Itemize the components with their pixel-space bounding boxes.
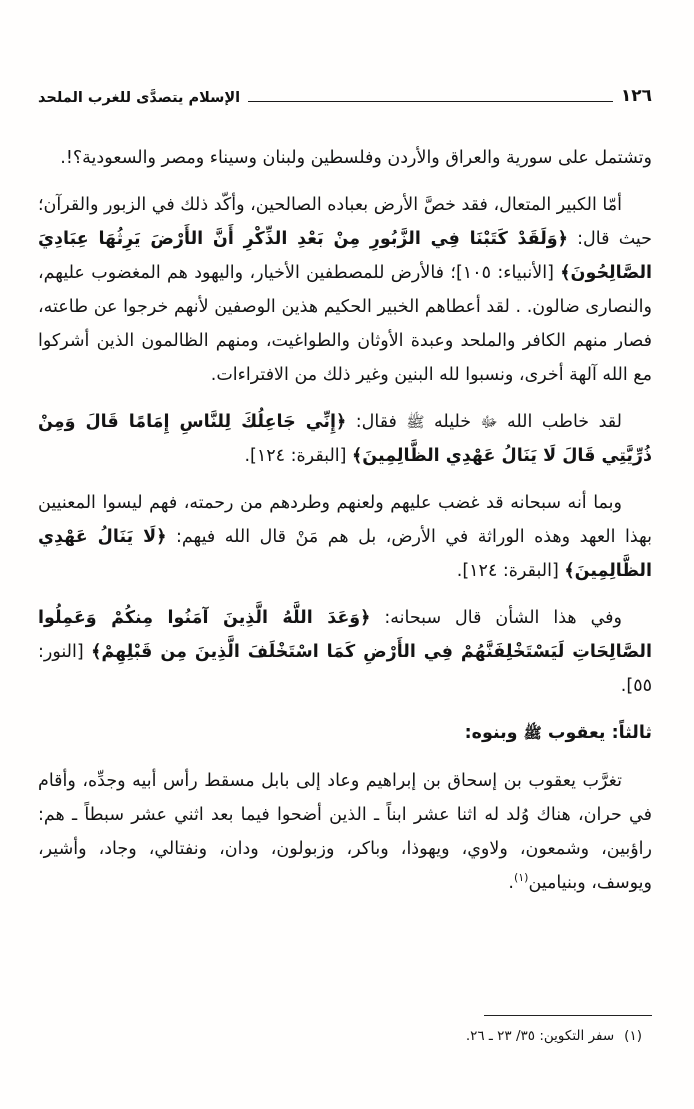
verse-reference: [الأنبياء: ١٠٥]؛ (444, 263, 561, 283)
body-text: فقال: (346, 412, 407, 432)
verse-reference: [البقرة: ١٢٤]. (244, 446, 353, 466)
honorific-symbol: ﷺ (406, 413, 425, 431)
quran-verse: ﴿إِنِّي جَاعِلُكَ لِلنَّاسِ إِمَامًا قَالَ وَمِنْ ذُرِّيَّتِي قَالَ لَا يَنَالُ عَهْدِي الظَّالِمِينَ﴾ (38, 412, 652, 466)
body-text: وفي هذا الشأن قال سبحانه: (370, 608, 622, 628)
quran-verse: ﴿وَعَدَ اللَّهُ الَّذِينَ آمَنُوا مِنكُمْ وَعَمِلُوا الصَّالِحَاتِ لَيَسْتَخْلِفَنَّهُمْ فِي الأَرْضِ كَمَا اسْتَخْلَفَ الَّذِينَ مِن قَبْلِهِمْ﴾ (38, 608, 652, 662)
book-title: الإسلام يتصدَّى للغرب الملحد (38, 90, 241, 106)
page-body (38, 141, 652, 913)
section-heading (38, 716, 652, 750)
footnote (38, 1025, 652, 1047)
honorific-symbol: ﷻ (480, 413, 498, 431)
paragraph-6 (38, 764, 652, 900)
paragraph-5 (38, 601, 652, 703)
verse-reference: [النور: ٥٥]. (38, 642, 652, 696)
running-header (38, 86, 652, 107)
body-text: أمّا الكبير المتعال، فقد خصَّ الأرض بعباده الصالحين، وأكّد ذلك في الزبور والقرآن؛ حيث قال: (37, 195, 652, 249)
quran-verse: ﴿وَلَقَدْ كَتَبْنَا فِي الزَّبُورِ مِنْ بَعْدِ الذِّكْرِ أَنَّ الأَرْضَ يَرِثُهَا عِبَادِيَ الصَّالِحُونَ﴾ (38, 229, 653, 283)
footnote-rule (484, 1015, 652, 1016)
body-text: فالأرض للمصطفين الأخيار، واليهود هم المغضوب عليهم، والنصارى ضالون. . لقد أعطاهم الخبير الحكيم هذين الوصفين لأنهم خرجوا عن طاعته، فصار منهم الكافر والملحد وعبدة الأوثان والطواغيت، ومنهم الظالمون الذين أشركوا مع الله آلهة أخرى، ونسبوا لله البنين وغير ذلك من الافتراءات. (38, 263, 652, 385)
body-text: خليله (424, 412, 481, 432)
footnote-number: (١) (624, 1028, 642, 1044)
quran-verse: ﴿لَا يَنَالُ عَهْدِي الظَّالِمِينَ﴾ (38, 527, 652, 581)
footnote-text: سفر التكوين: ٣٥/ ٢٣ ـ ٢٦. (465, 1028, 615, 1044)
heading-text: ثالثاً: يعقوب (541, 723, 652, 743)
verse-reference: [البقرة: ١٢٤]. (456, 561, 565, 581)
body-text: وبما أنه سبحانه قد غضب عليهم ولعنهم وطردهم من رحمته، فهم ليسوا المعنيين بهذا العهد وهذه الوراثة في الأرض، بل هم مَنْ قال الله فيهم: (38, 493, 652, 547)
body-text: . (508, 873, 514, 893)
paragraph-4 (38, 486, 652, 588)
footnote-area (38, 1015, 652, 1109)
page-number: ١٢٦ (620, 86, 652, 106)
paragraph-2 (38, 188, 652, 392)
body-text: تغرَّب يعقوب بن إسحاق بن إبراهيم وعاد إلى بابل مسقط رأس أبيه وجدِّه، وأقام في حران، هناك وُلد له اثنا عشر ابناً ـ الذين أضحوا فيما بعد اثني عشر سبطاً ـ هم: راؤبين، وشمعون، ولاوي، ويهوذا، وباكر، وزبولون، ودان، ونفتالي، وجاد، وأشير، ويوسف، وبنيامين (38, 771, 652, 893)
heading-text: وبنوه: (464, 723, 524, 743)
honorific-symbol: ﷺ (523, 724, 542, 742)
paragraph-3 (38, 405, 652, 473)
footnote-marker: (١) (513, 871, 529, 885)
header-rule (248, 101, 613, 102)
body-text: لقد خاطب الله (497, 412, 622, 432)
body-text: وتشتمل على سورية والعراق والأردن وفلسطين ولبنان وسيناء ومصر والسعودية؟!. (60, 148, 652, 168)
paragraph-1 (38, 141, 652, 175)
